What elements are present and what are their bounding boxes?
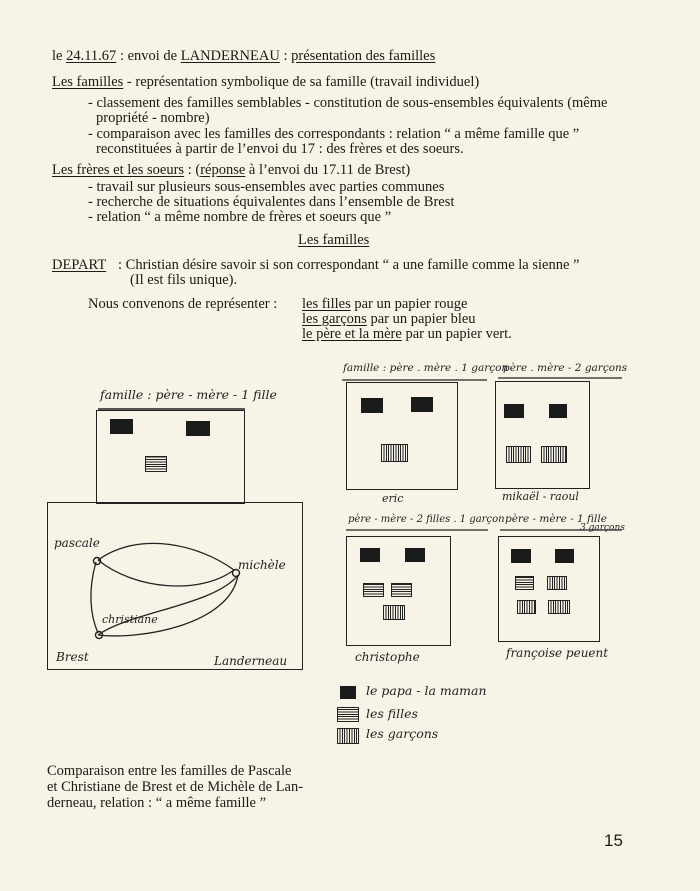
section-title: Les familles	[298, 232, 370, 248]
family-title: père - mère - 1 fille	[505, 513, 607, 525]
familles-title: Les familles	[52, 74, 124, 90]
header-colon: :	[283, 48, 288, 64]
family-title: famille : père . mère . 1 garçon	[343, 362, 509, 374]
legend-garcons-symbol	[337, 728, 359, 744]
familles-item: propriété - nombre)	[96, 110, 210, 126]
parent-symbol	[549, 404, 567, 418]
legend-parents-symbol	[340, 686, 356, 699]
family-title: père . mère - 2 garçons	[503, 362, 628, 374]
familles-item: - classement des familles semblables - constitution de sous-ensembles équivalents (même	[88, 95, 608, 111]
header-prefix: le	[52, 48, 63, 64]
parent-symbol	[511, 549, 531, 563]
parent-symbol	[360, 548, 380, 562]
family-name: françoise peuent	[506, 646, 609, 660]
family-name: mikaël - raoul	[502, 490, 579, 503]
freres-title: Les frères et les soeurs	[52, 162, 185, 178]
fille-symbol	[391, 583, 412, 597]
family-title: père - mère - 2 filles . 1 garçon	[348, 514, 505, 525]
left-family-title: famille : père - mère - 1 fille	[100, 387, 277, 402]
depart-label: DEPART	[52, 257, 107, 273]
convenons-rest: par un papier vert.	[401, 326, 512, 342]
header-place: LANDERNEAU	[180, 48, 280, 64]
name-christiane: christiane	[102, 613, 158, 626]
legend-garcons-label: les garçons	[366, 726, 439, 741]
garcon-symbol	[517, 600, 536, 614]
parent-symbol	[555, 549, 574, 563]
convenons-parents: le père et la mère	[302, 326, 402, 342]
parent-symbol	[405, 548, 425, 562]
parent-symbol	[411, 397, 433, 412]
garcon-symbol	[506, 446, 531, 463]
parent-symbol	[504, 404, 524, 418]
convenons-intro: Nous convenons de représenter :	[88, 296, 278, 312]
convenons-garcons: les garçons	[302, 311, 367, 327]
page-number: 15	[604, 831, 623, 850]
caption-line: derneau, relation : “ a même famille ”	[47, 795, 267, 811]
garcon-symbol	[541, 446, 567, 463]
fille-symbol	[515, 576, 534, 590]
freres-item: - recherche de situations équivalentes dans l’ensemble de Brest	[88, 194, 455, 210]
familles-rest: - représentation symbolique de sa famille (travail individuel)	[126, 74, 480, 90]
name-brest: Brest	[56, 650, 89, 664]
caption-line: Comparaison entre les familles de Pascale	[47, 763, 292, 779]
freres-item: - travail sur plusieurs sous-ensembles avec parties communes	[88, 179, 445, 195]
convenons-rest: par un papier bleu	[366, 311, 476, 327]
convenons-filles: les filles	[302, 296, 351, 312]
header-subject: présentation des familles	[291, 48, 436, 64]
header-date: 24.11.67	[66, 48, 117, 64]
familles-item: reconstituées à partir de l’envoi du 17 : des frères et des soeurs.	[96, 141, 464, 157]
freres-item: - relation “ a même nombre de frères et soeurs que ”	[88, 209, 392, 225]
family-card	[495, 381, 590, 489]
freres-rest: à l’envoi du 17.11 de Brest)	[248, 162, 411, 178]
depart-line1: : Christian désire savoir si son correspondant “ a une famille comme la sienne ”	[118, 257, 580, 273]
family-name: christophe	[355, 650, 420, 664]
parent-symbol	[361, 398, 383, 413]
header-sep: : envoi de	[119, 48, 178, 64]
familles-item: - comparaison avec les familles des correspondants : relation “ a même famille que ”	[88, 126, 580, 142]
family-name: eric	[382, 492, 404, 505]
name-michele: michèle	[238, 558, 286, 572]
legend-parents-label: le papa - la maman	[366, 683, 487, 698]
fille-symbol	[363, 583, 384, 597]
depart-line2: (Il est fils unique).	[130, 272, 238, 288]
name-pascale: pascale	[54, 536, 100, 550]
freres-reponse: réponse	[200, 162, 246, 178]
convenons-rest: par un papier rouge	[350, 296, 468, 312]
legend-filles-label: les filles	[366, 706, 418, 721]
garcon-symbol	[383, 605, 405, 620]
name-landerneau: Landerneau	[214, 654, 288, 668]
freres-colon: :	[187, 162, 192, 178]
family-title-line2: 3 garçons	[580, 523, 625, 533]
garcon-symbol	[381, 444, 408, 462]
freres-paren: (	[195, 162, 201, 178]
garcon-symbol	[548, 600, 570, 614]
caption-line: et Christiane de Brest et de Michèle de Lan-	[47, 779, 304, 795]
legend-filles-symbol	[337, 707, 359, 722]
garcon-symbol	[547, 576, 567, 590]
